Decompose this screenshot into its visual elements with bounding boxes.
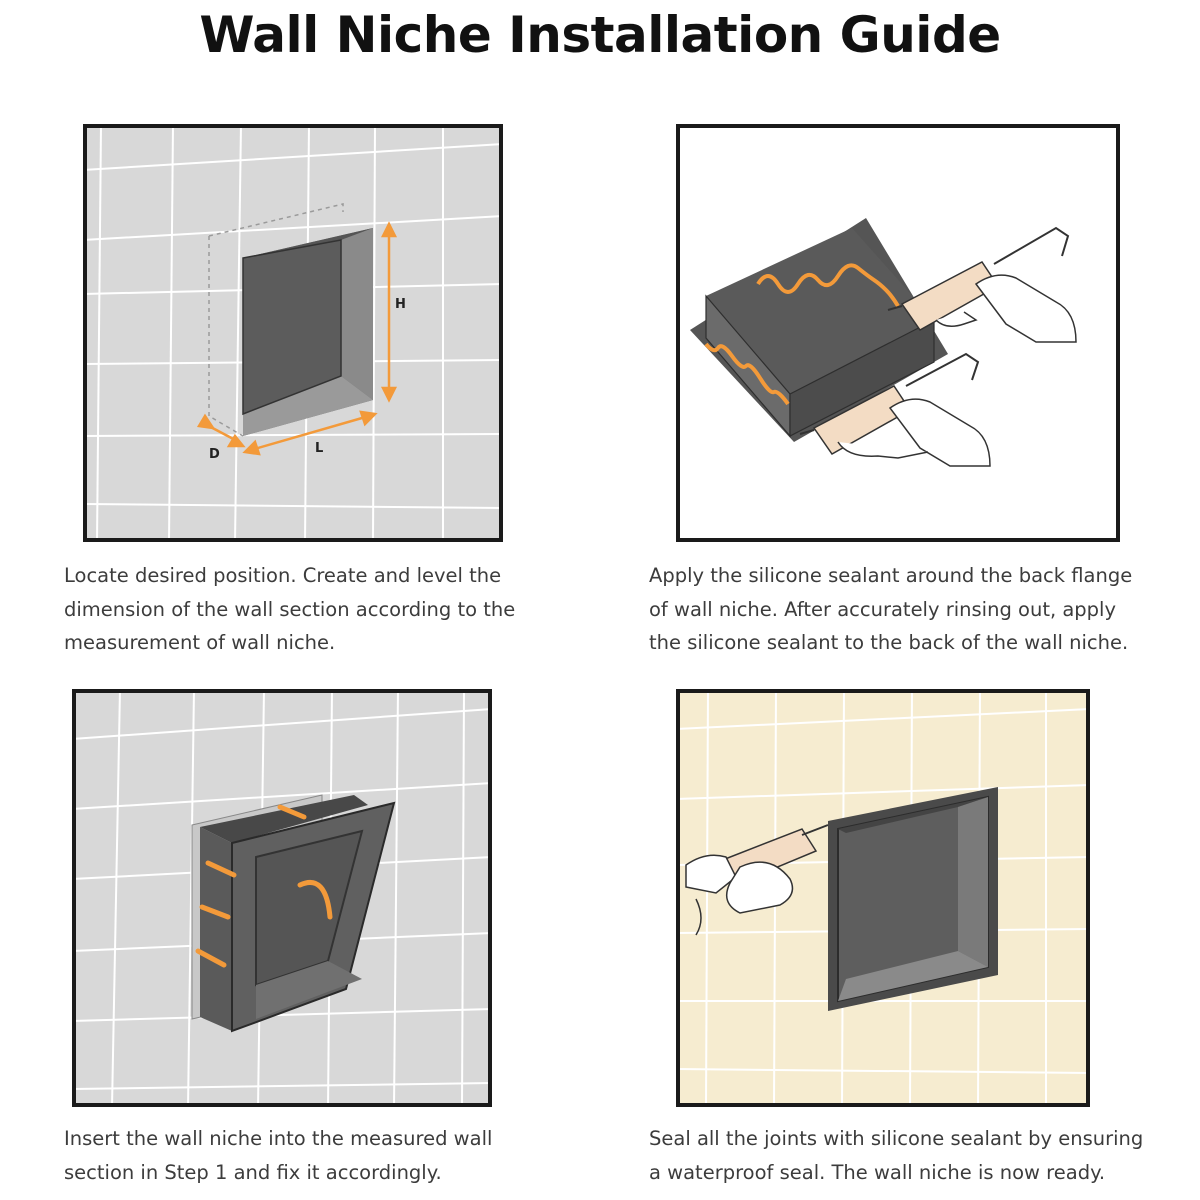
- step-2-caption: [649, 559, 1132, 660]
- niche-box: [243, 228, 373, 436]
- step-1-caption: [64, 559, 515, 660]
- niche-box: [828, 787, 998, 1011]
- step-3-illustration: [72, 689, 492, 1107]
- caption-line: Locate desired position. Create and level the: [64, 564, 502, 587]
- caption-line: dimension of the wall section according to the: [64, 597, 516, 621]
- caption-line: the silicone sealant to the back of the wall niche.: [649, 631, 1129, 654]
- caption-line: Seal all the joints with silicone sealant by ensuring: [649, 1127, 1144, 1150]
- caption-line: section in Step 1 and fix it accordingly.: [64, 1160, 442, 1184]
- caption-line: a waterproof seal. The wall niche is now ready.: [649, 1160, 1106, 1184]
- step-4-illustration: [676, 689, 1090, 1107]
- page-title: Wall Niche Installation Guide: [199, 6, 1001, 64]
- caption-line: Insert the wall niche into the measured wall: [64, 1127, 493, 1150]
- caption-line: Apply the silicone sealant around the back flange: [649, 564, 1133, 587]
- step-3-caption: [64, 1122, 492, 1189]
- caption-line: of wall niche. After accurately rinsing out, apply: [649, 597, 1117, 621]
- caption-line: measurement of wall niche.: [64, 631, 336, 654]
- step-2-illustration: [676, 124, 1120, 542]
- step-4-caption: [649, 1122, 1143, 1189]
- step-1-illustration: [83, 124, 503, 542]
- length-label: L: [315, 441, 324, 456]
- depth-label: D: [209, 447, 220, 462]
- height-label: H: [395, 297, 406, 312]
